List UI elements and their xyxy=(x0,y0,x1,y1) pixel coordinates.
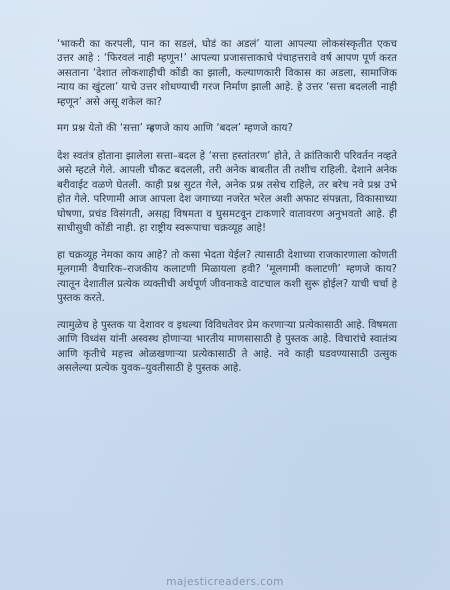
paragraph-3: देश स्वतंत्र होताना झालेला सत्ता–बदल हे ‘सत्ता हस्तांतरण’ होते, ते क्रांतिकारी परिवर्तन नव्हते असे म्हटले गेले. आपली चौकट बदलली, तरी अनेक बाबतीत ती तशीच राहिली. देशाने अनेक बरीवाईट वळणे घेतली. काही प्रश्न सुटत गेले, अनेक प्रश्न तसेच राहिले, तर बरेच नवे प्रश्न उभे होत गेले. परिणामी आज आपला देश जगाच्या नजरेत भरेल अशी अफाट संपन्नता, विकासाच्या घोषणा, प्रचंड विसंगती, असह्य विषमता व घुसमटवून टाकणारे वातावरण अनुभवतो आहे. ही साधीसुधी कोंडी नाही. हा राष्ट्रीय स्वरूपाचा चक्रव्यूह आहे! xyxy=(57,150,397,235)
blurb-text xyxy=(57,38,397,389)
paragraph-5: त्यामुळेच हे पुस्तक या देशावर व इथल्या विविधतेवर प्रेम करणाऱ्या प्रत्येकासाठी आहे. विषमता आणि विध्वंस यांनी अस्वस्थ होणाऱ्या भारतीय माणसासाठी हे पुस्तक आहे. विचारांचे स्वातंत्र्य आणि कृतीचे महत्त्व ओळखणाऱ्या प्रत्येकासाठी ते आहे. नवे काही घडवण्यासाठी उत्सुक असलेल्या प्रत्येक युवक–युवतीसाठी हे पुस्तक आहे. xyxy=(57,319,397,375)
paragraph-2: मग प्रश्न येतो की ‘सत्ता’ म्हणजे काय आणि ‘बदल’ म्हणजे काय? xyxy=(57,123,293,135)
paragraph-1: ‘भाकरी का करपली, पान का सडलं, घोडं का अडलं’ याला आपल्या लोकसंस्कृतीत एकच उत्तर आहे : ‘फिरवलं नाही म्हणून!’ आपल्या प्रजासत्ताकाचे पंचाहत्तरावे वर्ष आपण पूर्ण करत असताना ‘देशात लोकशाहीची कोंडी का झाली, कल्याणकारी विकास का अडला, सामाजिक न्याय का खुंटला’ याचे उत्तर शोधण्याची गरज निर्माण झाली आहे. हे उत्तर ‘सत्ता बदलली नाही म्हणून’ असे असू शकेल का? xyxy=(57,39,397,108)
footer-watermark: majesticreaders.com xyxy=(166,576,284,588)
paragraph-4: हा चक्रव्यूह नेमका काय आहे? तो कसा भेदता येईल? त्यासाठी देशाच्या राजकारणाला कोणती मूलगामी वैचारिक–राजकीय कलाटणी मिळायला हवी? ‘मूलगामी कलाटणी’ म्हणजे काय? त्यातून देशातील प्रत्येक व्यक्तीची अर्थपूर्ण जीवनाकडे वाटचाल कशी सुरू होईल? याची चर्चा हे पुस्तक करते. xyxy=(57,249,397,305)
